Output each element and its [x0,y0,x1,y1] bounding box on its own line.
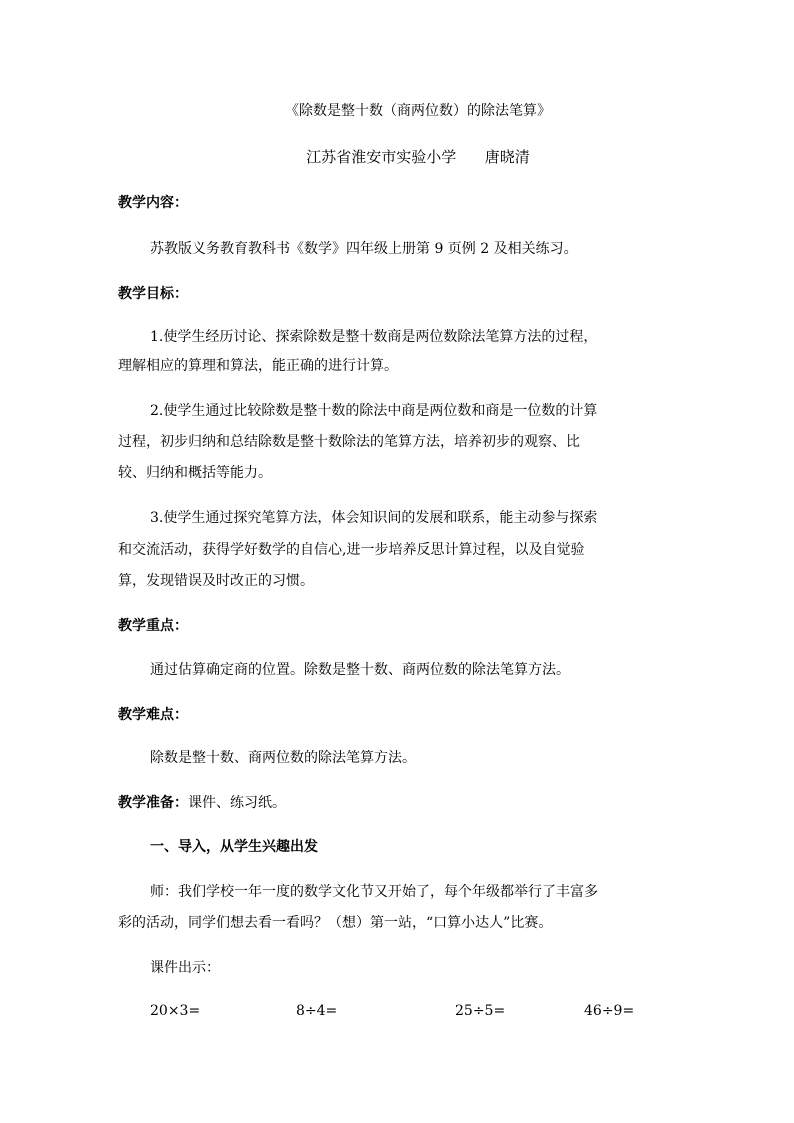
goal-2-line-3: 较、归纳和概括等能力。 [118,465,272,481]
goal-1-line-1: 1.使学生经历讨论、探索除数是整十数商是两位数除法笔算方法的过程， [150,329,598,345]
difficulty-heading: 教学难点： [118,707,188,723]
prep-line [118,793,286,813]
part1-heading: 一、导入，从学生兴趣出发 [150,839,318,855]
teacher-line-2: 彩的活动，同学们想去看一看吗？（想）第一站，“口算小达人”比赛。 [118,915,553,931]
goal-1-line-2: 理解相应的算理和算法，能正确的进行计算。 [118,358,398,374]
goal-3-line-3: 算，发现错误及时改正的习惯。 [118,573,314,589]
difficulty-text: 除数是整十数、商两位数的除法笔算方法。 [150,750,416,766]
goal-2-line-2: 过程，初步归纳和总结除数是整十数除法的笔算方法，培养初步的观察、比 [118,434,580,450]
exercise-item: 46÷9= [584,1003,635,1019]
goals-heading: 教学目标： [118,286,188,302]
key-text: 通过估算确定商的位置。除数是整十数、商两位数的除法笔算方法。 [150,662,570,678]
document-title: 《除数是整十数（商两位数）的除法笔算》 [285,103,551,119]
goal-3-line-1: 3.使学生通过探究笔算方法，体会知识间的发展和联系，能主动参与探索 [150,510,598,526]
goal-3-line-2: 和交流活动，获得学好数学的自信心,进一步培养反思计算过程，以及自觉验 [118,542,585,558]
courseware-label: 课件出示： [150,960,220,976]
exercise-item: 20×3= [150,1003,201,1019]
exercise-item: 25÷5= [455,1003,506,1019]
teacher-line-1: 师：我们学校一年一度的数学文化节又开始了，每个年级都举行了丰富多 [150,884,598,900]
prep-heading: 教学准备： [118,795,188,811]
content-heading: 教学内容： [118,195,188,211]
exercise-item: 8÷4= [296,1003,338,1019]
author-line: 江苏省淮安市实验小学 唐晓清 [306,148,530,166]
content-text: 苏教版义务教育教科书《数学》四年级上册第 9 页例 2 及相关练习。 [150,241,578,257]
prep-text: 课件、练习纸。 [188,795,286,811]
goal-2-line-1: 2.使学生通过比较除数是整十数的除法中商是两位数和商是一位数的计算 [150,403,598,419]
key-heading: 教学重点： [118,618,188,634]
